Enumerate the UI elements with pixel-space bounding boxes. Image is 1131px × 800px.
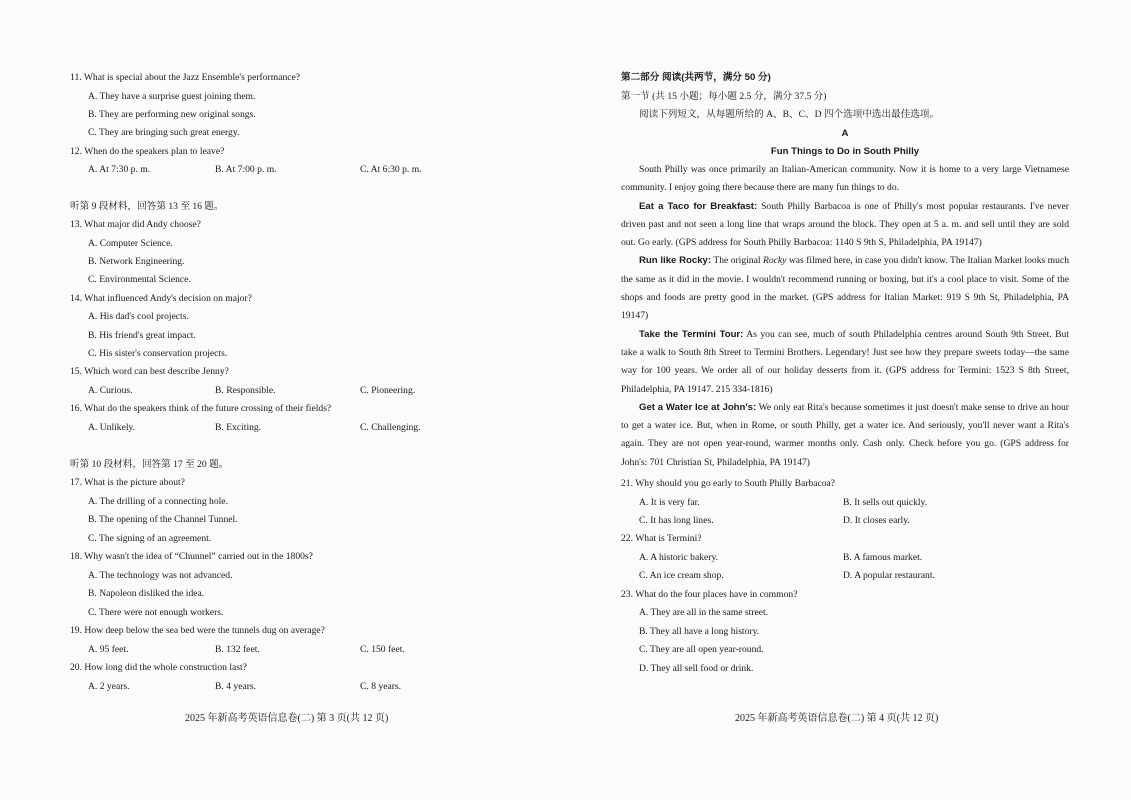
question-19: 19. How deep below the sea bed were the tunnels dug on average? — [70, 625, 325, 636]
section-10-heading: 听第 10 段材料，回答第 17 至 20 题。 — [70, 459, 229, 470]
question-22: 22. What is Termini? — [621, 533, 702, 544]
paragraph-termini — [621, 326, 1069, 399]
option-18a: A. The technology was not advanced. — [88, 570, 233, 581]
question-21: 21. Why should you go early to South Philly Barbacoa? — [621, 478, 836, 489]
rocky-text-b: was filmed here, in case you didn't know. The Italian Market looks much the same as it did in the movie. I wouldn't recommend running or boxing, but it's a cool place to visit. Some of the shops and foods are pretty good in the market. (GPS address for Italian Market: 919 S 9th St, Philadelphia, PA 19147) — [621, 255, 1069, 322]
part-two-heading: 第二部分 阅读(共两节，满分 50 分) — [621, 72, 771, 83]
option-11a: A. They have a surprise guest joining them. — [88, 91, 256, 102]
option-23c: C. They are all open year-round. — [639, 644, 764, 655]
reading-instruction: 阅读下列短文，从每题所给的 A、B、C、D 四个选项中选出最佳选项。 — [639, 109, 940, 120]
option-16c: C. Challenging. — [360, 422, 421, 433]
option-19c: C. 150 feet. — [360, 644, 405, 655]
question-16: 16. What do the speakers think of the future crossing of their fields? — [70, 403, 332, 414]
taco-text: South Philly Barbacoa is one of Philly's most popular restaurants. I've never driven past and not seen a long line that wraps around the block. They open at 5 a. m. and sell until they are sold out. Go early. (GPS address for South Philly Barbacoa: 1140 S 9th S, Philadelphia, PA 19147) — [621, 200, 1069, 249]
option-15c: C. Pioneering. — [360, 385, 416, 396]
option-11c: C. They are bringing such great energy. — [88, 127, 240, 138]
page-4-footer: 2025 年新高考英语信息卷(二) 第 4 页(共 12 页) — [735, 713, 939, 724]
option-21b: B. It sells out quickly. — [843, 497, 928, 508]
page-3-footer: 2025 年新高考英语信息卷(二) 第 3 页(共 12 页) — [185, 713, 389, 724]
option-18c: C. There were not enough workers. — [88, 607, 224, 618]
passage-letter: A — [841, 128, 849, 139]
option-16a: A. Unlikely. — [88, 422, 136, 433]
option-19a: A. 95 feet. — [88, 644, 129, 655]
option-13b: B. Network Engineering. — [88, 256, 185, 267]
option-17a: A. The drilling of a connecting hole. — [88, 496, 228, 507]
option-20c: C. 8 years. — [360, 681, 402, 692]
paragraph-intro: South Philly was once primarily an Italian-American community. Now it is home to a very large Vietnamese community. I enjoy going there because there are many fun things to do. — [621, 164, 1069, 194]
option-13c: C. Environmental Science. — [88, 274, 191, 285]
question-13: 13. What major did Andy choose? — [70, 219, 201, 230]
option-14a: A. His dad's cool projects. — [88, 311, 189, 322]
option-23d: D. They all sell food or drink. — [639, 663, 754, 674]
option-12a: A. At 7:30 p. m. — [88, 164, 151, 175]
option-19b: B. 132 feet. — [215, 644, 260, 655]
option-16b: B. Exciting. — [215, 422, 262, 433]
termini-heading: Take the Termini Tour: — [639, 328, 744, 340]
option-20b: B. 4 years. — [215, 681, 257, 692]
option-15b: B. Responsible. — [215, 385, 276, 396]
passage-body — [621, 161, 1069, 472]
option-23b: B. They all have a long history. — [639, 626, 760, 637]
option-17b: B. The opening of the Channel Tunnel. — [88, 514, 238, 525]
passage-title: Fun Things to Do in South Philly — [770, 146, 920, 157]
option-22a: A. A historic bakery. — [639, 552, 719, 563]
option-14b: B. His friend's great impact. — [88, 330, 196, 341]
question-11: 11. What is special about the Jazz Ensemble's performance? — [70, 72, 301, 83]
question-23: 23. What do the four places have in common? — [621, 589, 798, 600]
termini-text: As you can see, much of south Philadelphia centres around South 9th Street. But take a walk to South 8th Street to Termini Brothers. Legendary! Just see how they prepare sweets today—the same way for 100 years. We order all of our holiday desserts from it. (GPS address for Termini: 1523 S 8th Street, Philadelphia, PA 19147. 215 334-1816) — [621, 328, 1069, 395]
question-12: 12. When do the speakers plan to leave? — [70, 146, 225, 157]
option-13a: A. Computer Science. — [88, 238, 173, 249]
option-11b: B. They are performing new original songs. — [88, 109, 256, 120]
option-14c: C. His sister's conservation projects. — [88, 348, 228, 359]
question-18: 18. Why wasn't the idea of “Chunnel” carried out in the 1800s? — [70, 551, 313, 562]
paragraph-water-ice — [621, 399, 1069, 472]
question-14: 14. What influenced Andy's decision on major? — [70, 293, 252, 304]
taco-heading: Eat a Taco for Breakfast: — [639, 200, 758, 212]
option-18b: B. Napoleon disliked the idea. — [88, 588, 205, 599]
option-22b: B. A famous market. — [843, 552, 923, 563]
option-17c: C. The signing of an agreement. — [88, 533, 212, 544]
option-21a: A. It is very far. — [639, 497, 700, 508]
section-one-heading: 第一节 (共 15 小题；每小题 2.5 分，满分 37.5 分) — [621, 91, 827, 102]
option-20a: A. 2 years. — [88, 681, 130, 692]
option-12c: C. At 6:30 p. m. — [360, 164, 422, 175]
option-15a: A. Curious. — [88, 385, 133, 396]
section-9-heading: 听第 9 段材料，回答第 13 至 16 题。 — [70, 201, 224, 212]
rocky-heading: Run like Rocky: — [639, 255, 712, 267]
option-22c: C. An ice cream shop. — [639, 570, 724, 581]
question-17: 17. What is the picture about? — [70, 477, 185, 488]
option-12b: B. At 7:00 p. m. — [215, 164, 277, 175]
water-ice-text: We only eat Rita's because sometimes it just doesn't make sense to drive an hour to get a water ice. But, when in Rome, or south Philly, get a water ice. And seriously, you'll never want a Rita's again. They are not open year-round, warmer months only. Cash only. Check before you go. (GPS address for John's: 701 Christian St, Philadelphia, PA 19147) — [621, 401, 1069, 468]
question-15: 15. Which word can best describe Jenny? — [70, 366, 229, 377]
option-23a: A. They are all in the same street. — [639, 607, 769, 618]
rocky-text-a: The original — [711, 255, 763, 267]
rocky-movie-title: Rocky — [762, 255, 787, 267]
paragraph-rocky — [621, 252, 1069, 325]
question-20: 20. How long did the whole construction last? — [70, 662, 247, 673]
water-ice-heading: Get a Water Ice at John's: — [639, 401, 757, 413]
option-22d: D. A popular restaurant. — [843, 570, 935, 581]
option-21c: C. It has long lines. — [639, 515, 714, 526]
paragraph-taco — [621, 198, 1069, 253]
option-21d: D. It closes early. — [843, 515, 910, 526]
